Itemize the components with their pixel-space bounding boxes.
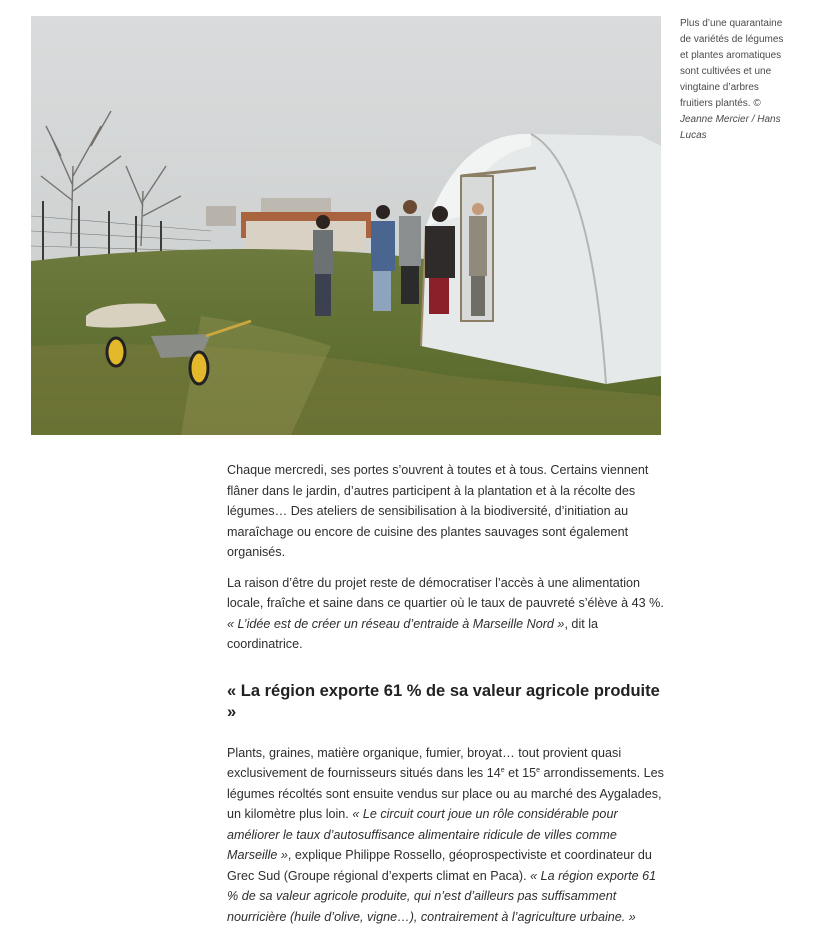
paragraph-2 <box>227 573 667 655</box>
paragraph-3 <box>227 743 667 928</box>
paragraph-3-quote-1: « Le circuit court joue un rôle considérable pour améliorer le taux d’autosuffisance alimentaire ridicule de villes comme Marseille » <box>227 807 618 862</box>
greenhouse-photo-illustration <box>31 16 661 435</box>
paragraph-3-c: arrondissements. Les légumes récoltés sont ensuite vendus sur place ou au marché des Aygalades, un kilomètre plus loin. <box>227 766 664 821</box>
caption-credit: Jeanne Mercier / Hans Lucas <box>680 114 781 141</box>
caption-text: Plus d’une quarantaine de variétés de légumes et plantes aromatiques sont cultivées et une vingtaine d’arbres fruitiers plantés. © <box>680 18 784 109</box>
paragraph-3-quote-2: « La région exporte 61 % de sa valeur agricole produite, qui n’est d’ailleurs pas suffisamment nourricière (huile d’olive, vigne…), contrairement à l’agriculture urbaine. » <box>227 868 657 924</box>
paragraph-1: Chaque mercredi, ses portes s’ouvrent à toutes et à tous. Certains viennent flâner dans le jardin, d’autres participent à la plantation et à la récolte des légumes… Des ateliers de sensibilisation à la biodiversité, d’initiation au maraîchage ou encore de cuisine des plantes sauvages sont également organisés. <box>227 463 649 559</box>
paragraph-2-quote: « L’idée est de créer un réseau d’entraide à Marseille Nord » <box>227 616 565 631</box>
article-photo <box>31 16 661 435</box>
paragraph-2-text: La raison d’être du projet reste de démocratiser l’accès à une alimentation locale, fraîche et saine dans ce quartier où le taux de pauvreté s’élève à 43 %. <box>227 575 664 610</box>
paragraph-3-a: Plants, graines, matière organique, fumier, broyat… tout provient quasi exclusivement de fournisseurs situés dans les 14 <box>227 745 622 780</box>
photo-caption <box>680 16 792 144</box>
paragraph-2-tail: , dit la coordinatrice. <box>227 616 599 651</box>
paragraph-3-b: et 15 <box>504 766 537 780</box>
section-heading: « La région exporte 61 % de sa valeur agricole produite » <box>227 681 660 721</box>
superscript-2: e <box>536 766 541 774</box>
article-body <box>227 460 667 937</box>
superscript-1: e <box>500 766 505 774</box>
paragraph-3-d: , explique Philippe Rossello, géoprospectiviste et coordinateur du Grec Sud (Groupe régional d’experts climat en Paca). <box>227 848 652 883</box>
